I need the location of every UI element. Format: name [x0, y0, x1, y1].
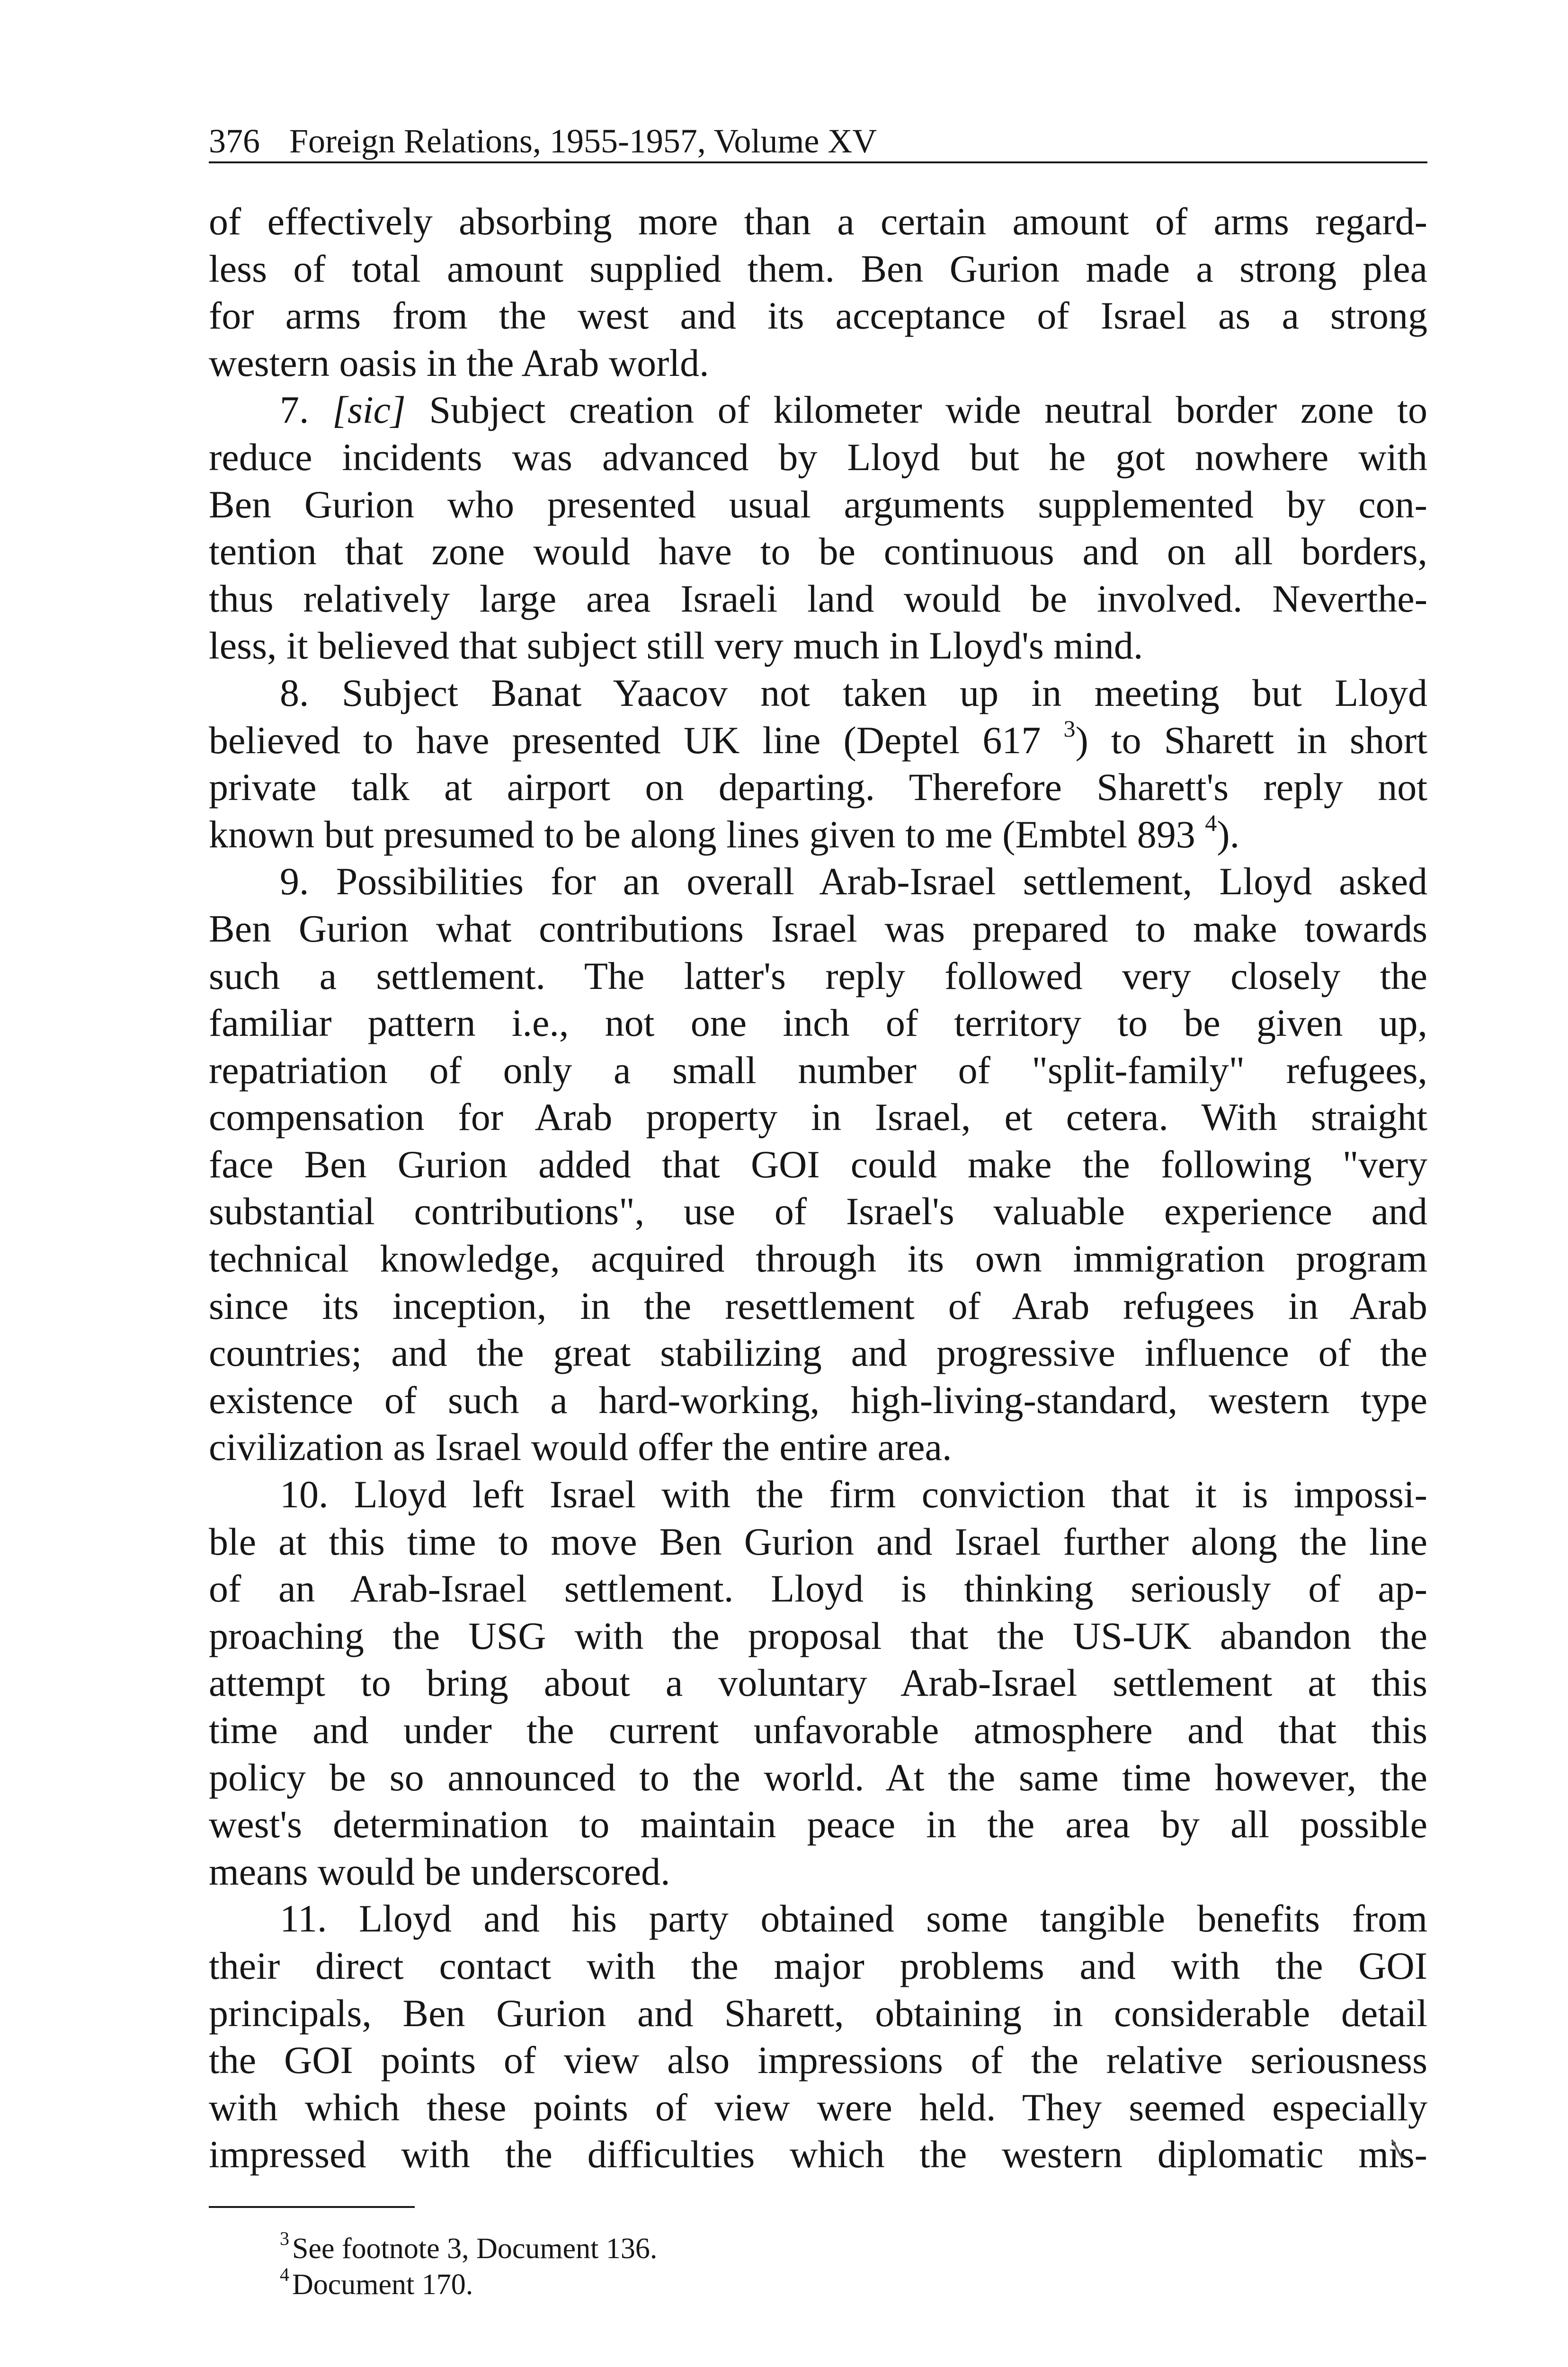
running-title: Foreign Relations, 1955-1957, Volume XV [289, 122, 877, 160]
text-segment: ) to Sharett in short [1075, 718, 1427, 762]
text-line: west's determination to maintain peace in the area by all possible [209, 1803, 1427, 1846]
footnote-ref-4: 4 [1205, 810, 1217, 836]
text-line: for arms from the west and its acceptance of Israel as a strong [209, 294, 1427, 338]
paragraph-7-first-line [209, 386, 1427, 434]
text-line: Ben Gurion who presented usual arguments supplemented by con- [209, 482, 1427, 526]
footnote-marker: 3 [280, 2228, 289, 2249]
footnote-text: See footnote 3, Document 136. [292, 2233, 658, 2265]
paragraph-9-first-line: 9. Possibilities for an overall Arab-Israel settlement, Lloyd asked [280, 860, 1427, 903]
text-line: means would be underscored. [209, 1850, 670, 1893]
text-line: face Ben Gurion added that GOI could make the following "very [209, 1142, 1427, 1186]
footnote-text: Document 170. [292, 2269, 473, 2301]
text-line: existence of such a hard-working, high-living-standard, western type [209, 1378, 1427, 1422]
running-head [209, 121, 1427, 163]
text-segment: known but presumed to be along lines given to me (Embtel 893 [209, 812, 1205, 856]
text-line: Ben Gurion what contributions Israel was prepared to make towards [209, 907, 1427, 950]
footnote-3 [280, 2228, 1369, 2267]
text-line: such a settlement. The latter's reply followed very closely the [209, 954, 1427, 997]
text-line: thus relatively large area Israeli land would be involved. Neverthe- [209, 577, 1427, 620]
text-line: proaching the USG with the proposal that the US-UK abandon the [209, 1614, 1427, 1657]
text-line: principals, Ben Gurion and Sharett, obtaining in considerable detail [209, 1991, 1427, 2035]
text-line: repatriation of only a small number of "split-family" refugees, [209, 1048, 1427, 1092]
text-line: policy be so announced to the world. At the same time however, the [209, 1755, 1427, 1799]
text-line: countries; and the great stabilizing and progressive influence of the [209, 1331, 1427, 1375]
text-line: private talk at airport on departing. Therefore Sharett's reply not [209, 765, 1427, 809]
footnote-marker: 4 [280, 2264, 289, 2285]
text-line: substantial contributions", use of Israel's valuable experience and [209, 1190, 1427, 1233]
text-line: of an Arab-Israel settlement. Lloyd is thinking seriously of ap- [209, 1567, 1427, 1611]
footnote-ref-3: 3 [1063, 716, 1076, 742]
text-line: tention that zone would have to be continuous and on all borders, [209, 530, 1427, 573]
text-segment: ). [1217, 812, 1240, 856]
body-text [209, 198, 1427, 2178]
text-line: with which these points of view were held. They seemed especially [209, 2085, 1427, 2129]
text-line: since its inception, in the resettlement of Arab refugees in Arab [209, 1284, 1427, 1327]
text-line: attempt to bring about a voluntary Arab-Israel settlement at this [209, 1661, 1427, 1705]
text-line-with-footnote-ref [209, 811, 1427, 858]
footnotes [280, 2228, 1369, 2303]
text-line: less of total amount supplied them. Ben Gurion made a strong plea [209, 247, 1427, 290]
paragraph-10-first-line: 10. Lloyd left Israel with the firm conviction that it is impossi- [280, 1473, 1427, 1516]
page-number: 376 [209, 122, 260, 160]
text-segment: Subject creation of kilometer wide neutral border zone to [405, 388, 1427, 432]
paragraph-11-first-line: 11. Lloyd and his party obtained some tangible benefits from [280, 1897, 1427, 1940]
text-line-with-footnote-ref [209, 717, 1427, 764]
text-line: ble at this time to move Ben Gurion and Israel further along the line [209, 1520, 1427, 1563]
text-line: of effectively absorbing more than a certain amount of arms regard- [209, 200, 1427, 243]
text-line: familiar pattern i.e., not one inch of territory to be given up, [209, 1001, 1427, 1045]
text-line: civilization as Israel would offer the entire area. [209, 1425, 952, 1469]
text-line: reduce incidents was advanced by Lloyd but he got nowhere with [209, 435, 1427, 479]
paragraph-number: 7. [280, 388, 333, 432]
footnote-4 [280, 2264, 1369, 2303]
text-line: time and under the current unfavorable atmosphere and that this [209, 1709, 1427, 1752]
text-line: technical knowledge, acquired through its own immigration program [209, 1237, 1427, 1281]
text-line: western oasis in the Arab world. [209, 341, 709, 384]
sic-annotation: [sic] [332, 388, 406, 432]
footnote-rule [209, 2206, 415, 2208]
text-segment: believed to have presented UK line (Deptel 617 [209, 718, 1064, 762]
text-line: the GOI points of view also impressions of the relative seriousness [209, 2038, 1427, 2082]
paragraph-8-first-line: 8. Subject Banat Yaacov not taken up in meeting but Lloyd [280, 671, 1427, 714]
text-line: their direct contact with the major problems and with the GOI [209, 1944, 1427, 1987]
text-line: less, it believed that subject still very much in Lloyd's mind. [209, 624, 1143, 667]
text-line: impressed with the difficulties which the western diplomatic mis- [209, 2133, 1427, 2176]
text-line: compensation for Arab property in Israel, et cetera. With straight [209, 1095, 1427, 1139]
